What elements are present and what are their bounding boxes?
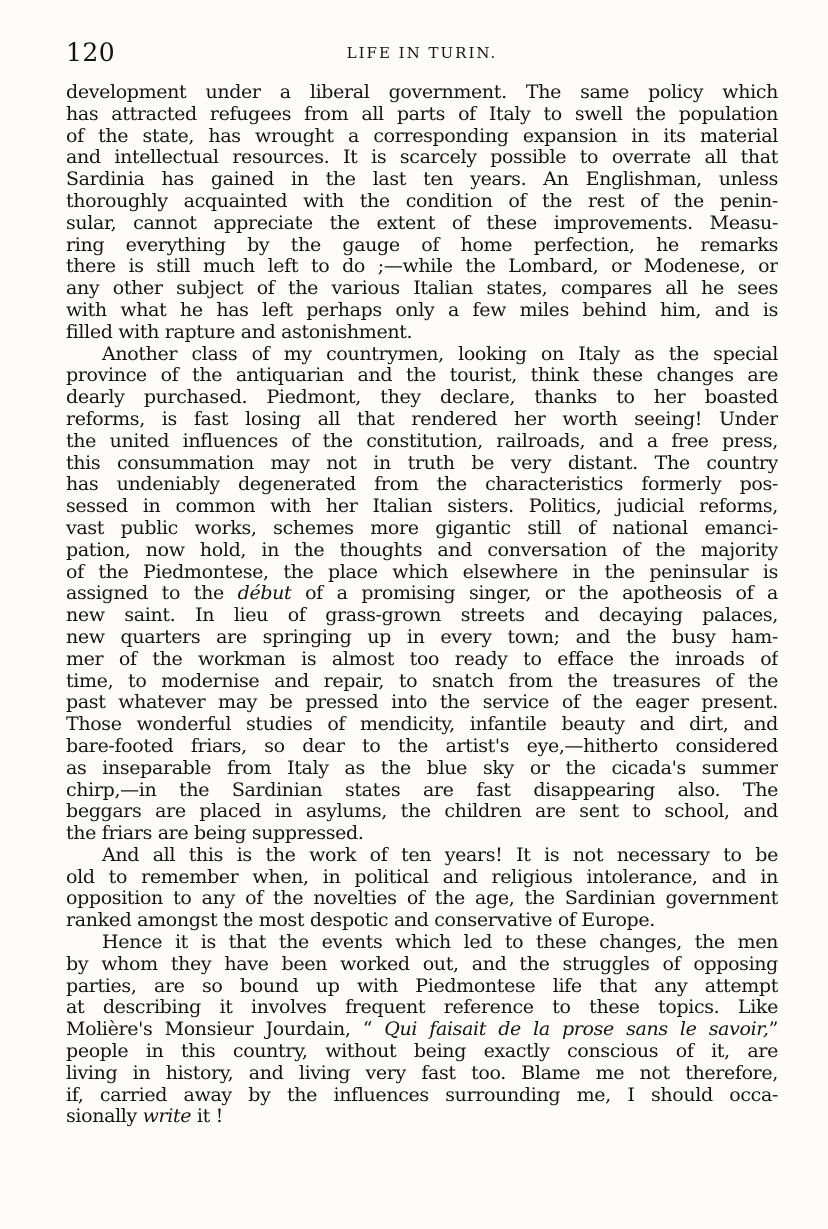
page-number: 120	[66, 38, 116, 67]
paragraph-start-line: Hence it is that the events which led to these changes, the men	[102, 932, 778, 954]
text-line: Sardinia has gained in the last ten years. An Englishman, unless	[66, 169, 778, 191]
paragraph-end-line: the friars are being suppressed.	[66, 823, 364, 845]
text-line: reforms, is fast losing all that rendered her worth seeing! Under	[66, 408, 778, 430]
text-line: pation, now hold, in the thoughts and conversation of the majority	[66, 539, 778, 561]
text-line: chirp,—in the Sardinian states are fast disappearing also. The	[66, 779, 778, 801]
text-line: province of the antiquarian and the tourist, think these changes are	[66, 365, 778, 387]
paragraph-end-line: sionally write it !	[66, 1106, 223, 1128]
text-line-italic-debut: assigned to the début of a promising singer, or the apotheosis of a	[66, 583, 778, 605]
text-line: beggars are placed in asylums, the children are sent to school, and	[66, 801, 778, 823]
text-line: parties, are so bound up with Piedmontese life that any attempt	[66, 975, 778, 997]
text-line: if, carried away by the influences surrounding me, I should occa-	[66, 1084, 778, 1106]
text-line: and intellectual resources. It is scarcely possible to overrate all that	[66, 147, 778, 169]
text-line: time, to modernise and repair, to snatch from the treasures of the	[66, 670, 778, 692]
paragraph-end-line: ranked amongst the most despotic and conservative of Europe.	[66, 910, 655, 932]
text-line: sular, cannot appreciate the extent of these improvements. Measu-	[66, 212, 778, 234]
text-line: development under a liberal government. The same policy which	[66, 82, 778, 103]
text-line: thoroughly acquainted with the condition of the rest of the penin-	[66, 190, 778, 212]
text-line: dearly purchased. Piedmont, they declare, thanks to her boasted	[66, 387, 778, 409]
text-line: opposition to any of the novelties of the age, the Sardinian government	[66, 888, 778, 910]
text-line: living in history, and living very fast too. Blame me not therefore,	[66, 1062, 778, 1084]
text-line: new saint. In lieu of grass-grown streets and decaying palaces,	[66, 605, 778, 627]
text-line: new quarters are springing up in every town; and the busy ham-	[66, 626, 778, 648]
book-page	[66, 28, 778, 1128]
text-line: by whom they have been worked out, and the struggles of opposing	[66, 953, 778, 975]
text-line: vast public works, schemes more gigantic still of national emanci-	[66, 517, 778, 539]
text-line: ring everything by the gauge of home perfection, he remarks	[66, 234, 778, 256]
text-line: has attracted refugees from all parts of Italy to swell the population	[66, 103, 778, 125]
text-line: old to remember when, in political and religious intolerance, and in	[66, 866, 778, 888]
text-line: the united influences of the constitution, railroads, and a free press,	[66, 430, 778, 452]
text-line: Those wonderful studies of mendicity, infantile beauty and dirt, and	[66, 714, 778, 736]
paragraph-end-line: filled with rapture and astonishment.	[66, 321, 413, 343]
text-line: has undeniably degenerated from the characteristics formerly pos-	[66, 474, 778, 496]
paragraph-start-line: Another class of my countrymen, looking on Italy as the special	[102, 343, 778, 365]
text-line: of the Piedmontese, the place which elsewhere in the peninsular is	[66, 561, 778, 583]
text-line: mer of the workman is almost too ready to efface the inroads of	[66, 648, 778, 670]
body-text	[66, 82, 778, 1128]
page-header	[66, 28, 778, 82]
text-line-italic-quote: Molière's Monsieur Jourdain, “ Qui faisait de la prose sans le savoir,”	[66, 1019, 778, 1041]
text-line: past whatever may be pressed into the service of the eager present.	[66, 692, 778, 714]
text-line: any other subject of the various Italian states, compares all he sees	[66, 278, 778, 300]
running-title: LIFE IN TURIN.	[346, 44, 498, 62]
text-line: sessed in common with her Italian sisters. Politics, judicial reforms,	[66, 496, 778, 518]
text-line: there is still much left to do ;—while the Lombard, or Modenese, or	[66, 256, 778, 278]
text-line: people in this country, without being exactly conscious of it, are	[66, 1041, 778, 1063]
text-line: this consummation may not in truth be very distant. The country	[66, 452, 778, 474]
text-line: with what he has left perhaps only a few miles behind him, and is	[66, 299, 778, 321]
text-line: at describing it involves frequent reference to these topics. Like	[66, 997, 778, 1019]
paragraph-start-line: And all this is the work of ten years! It is not necessary to be	[102, 844, 778, 866]
text-line: bare-footed friars, so dear to the artist's eye,—hitherto considered	[66, 735, 778, 757]
text-line: as inseparable from Italy as the blue sky or the cicada's summer	[66, 757, 778, 779]
text-line: of the state, has wrought a corresponding expansion in its material	[66, 125, 778, 147]
